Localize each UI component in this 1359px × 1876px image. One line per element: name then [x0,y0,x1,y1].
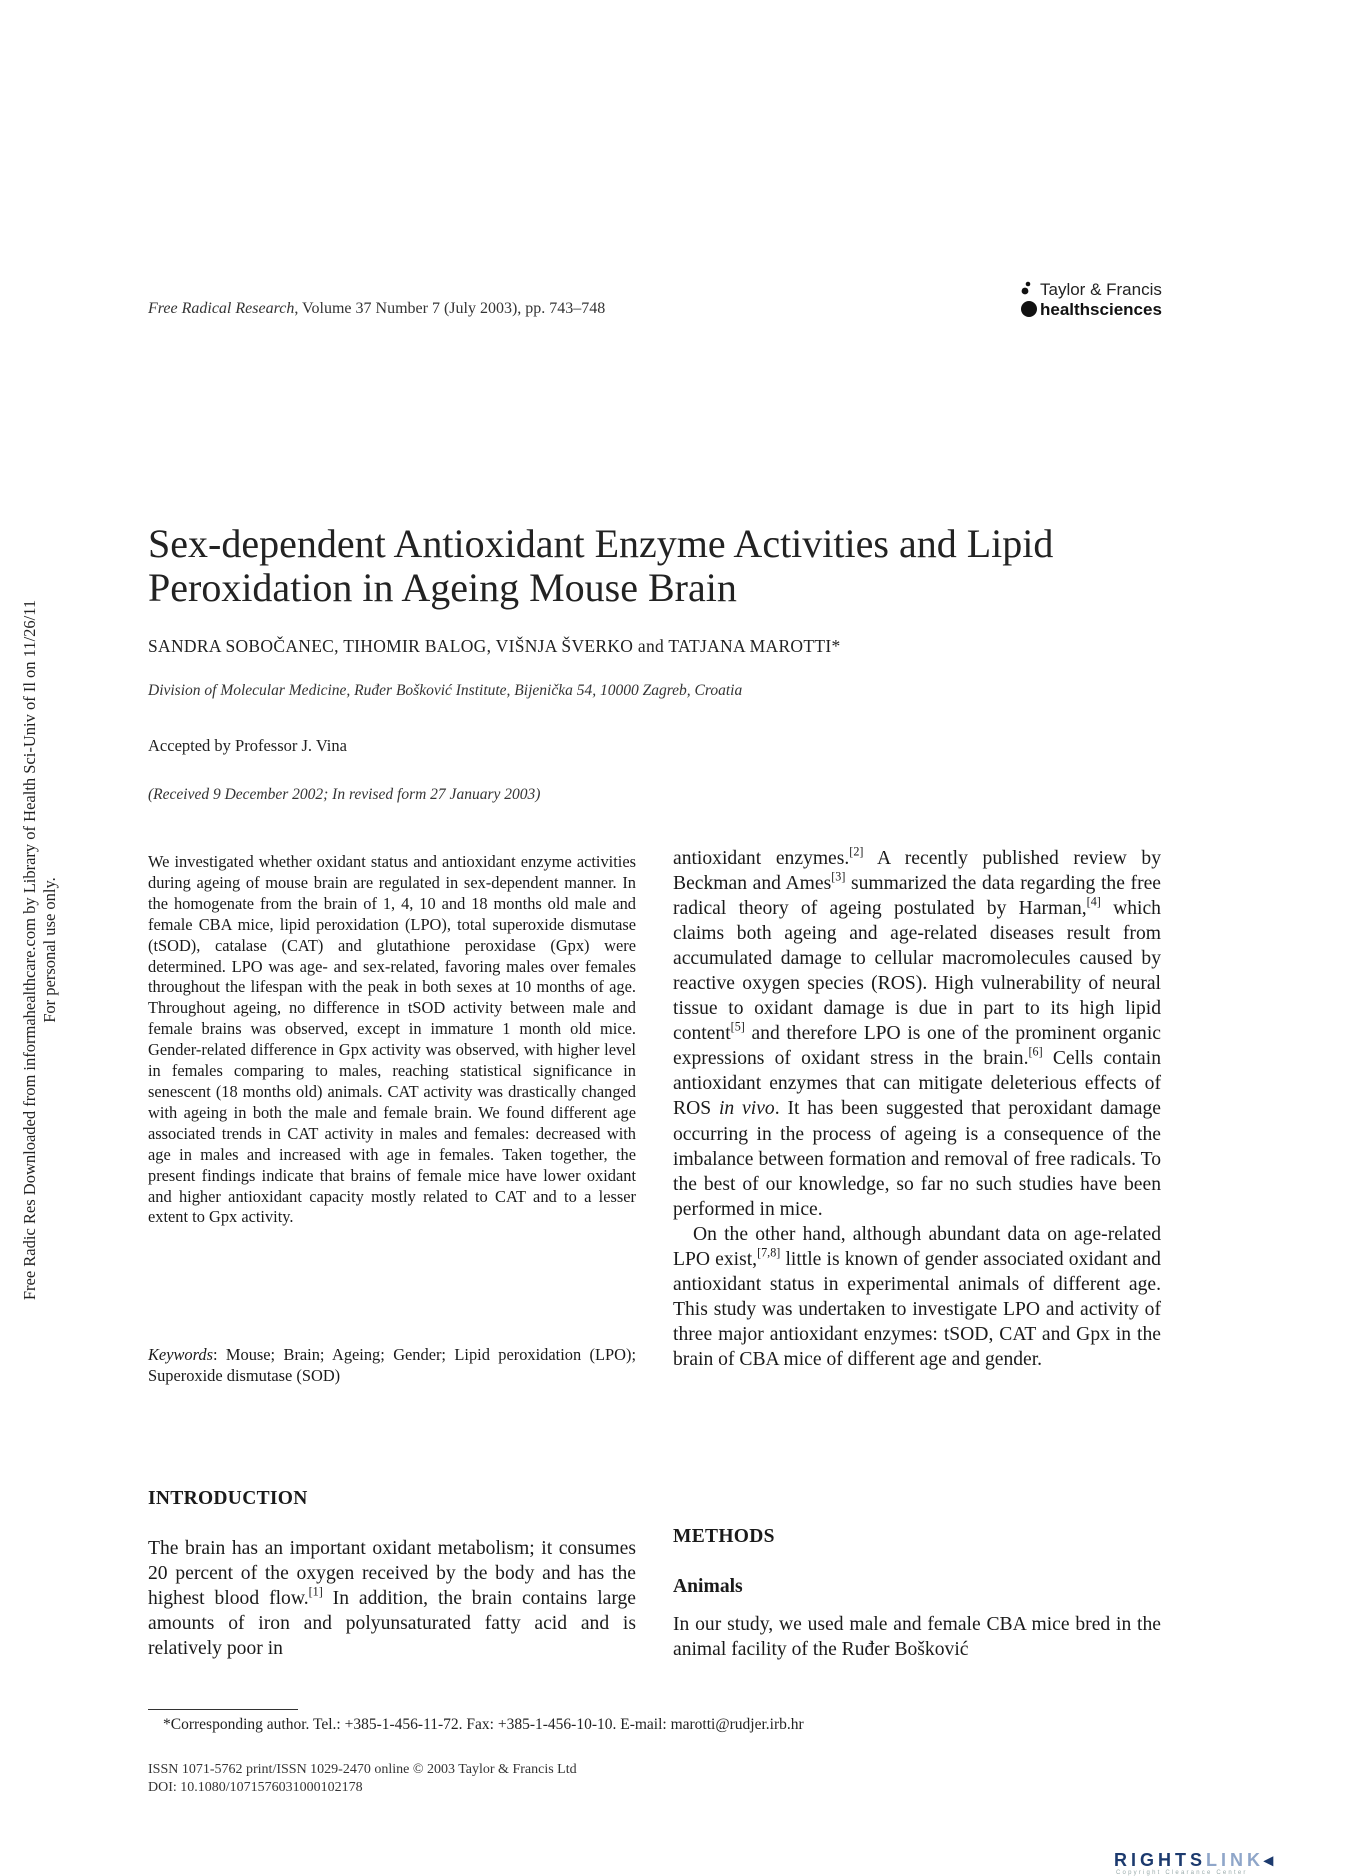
paragraph [673,1222,1161,1372]
keywords [148,1345,636,1386]
keywords-text: : Mouse; Brain; Ageing; Gender; Lipid peroxidation (LPO); Superoxide dismutase (SOD) [148,1345,636,1385]
methods-heading: METHODS [673,1526,775,1547]
text-run: antioxidant enzymes. [673,848,850,869]
download-watermark [0,560,60,1340]
italic-run: in vivo [718,1098,775,1120]
received-dates: (Received 9 December 2002; In revised form 27 January 2003) [148,786,541,803]
download-watermark-text [20,560,60,1340]
animals-paragraph: In our study, we used male and female CBA mice bred in the animal facility of the Ruđer Bošković [673,1614,1161,1660]
text-run: and therefore LPO is one of the prominent organic expressions of oxidant stress in the brain. [673,1023,1161,1070]
publisher-logo [1018,280,1168,322]
author-list: SANDRA SOBOČANEC, TIHOMIR BALOG, VIŠNJA ŠVERKO and TATJANA MAROTTI* [148,636,841,656]
text-run: In addition, the brain contains large amounts of iron and polyunsaturated fatty acid and is relatively poor in [148,1588,636,1659]
citation-ref: [3] [831,869,846,884]
publisher-division: healthsciences [1040,300,1162,319]
article-title: Sex-dependent Antioxidant Enzyme Activities and Lipid Peroxidation in Ageing Mouse Brain [148,521,1054,610]
abstract: We investigated whether oxidant status and antioxidant enzyme activities during ageing of mouse brain are regulated in sex-dependent manner. In the homogenate from the brain of 1, 4, 10 and 18 months old male and female CBA mice, lipid peroxidation (LPO), total superoxide dismutase (tSOD), catalase (CAT) and glutathione peroxidase (Gpx) were determined. LPO was age- and sex-related, favoring males over females throughout the lifespan with the peak in both sexes at 10 months of age. Throughout ageing, no difference in tSOD activity between male and female brains was observed, except in immature 1 month old mice. Gender-related difference in Gpx activity was observed, with higher level in females comparing to males, reaching statistical significance in senescent (18 months old) animals. CAT activity was drastically changed with ageing in both the male and female brain. We found different age associated trends in CAT activity in males and females: decreased with age in males and increased with age in females. Taken together, the present findings indicate that brains of female mice have lower oxidant and higher antioxidant capacity mostly related to CAT and to a lesser extent to Gpx activity. [148,852,636,1227]
citation-ref: [6] [1028,1044,1043,1059]
issn-doi-block [148,1761,577,1797]
text-run: The brain has an important oxidant metabolism; it consumes 20 percent of the oxygen received by the body and has the highest blood flow. [148,1538,636,1609]
watermark-line-2: For personal use only. [40,877,59,1023]
publisher-name: Taylor & Francis [1040,280,1162,299]
affiliation: Division of Molecular Medicine, Ruđer Bošković Institute, Bijenička 54, 10000 Zagreb, Croatia [148,682,743,699]
citation-ref: [7,8] [757,1245,781,1260]
footnote-rule [148,1709,298,1710]
corresponding-author-footnote: *Corresponding author. Tel.: +385-1-456-11-72. Fax: +385-1-456-10-10. E-mail: marotti@rudjer.irb.hr [163,1716,804,1733]
publisher-logo-icon [1018,280,1038,322]
text-run: . It has been suggested that peroxidant damage occurring in the process of ageing is a consequence of the imbalance between formation and removal of free radicals. To the best of our knowledge, so far no such studies have been performed in mice. [673,1098,1161,1220]
citation-ref: [2] [849,844,864,859]
watermark-line-1: Free Radic Res Downloaded from informahealthcare.com by Library of Health Sci-Univ of Il on 11/26/11 [20,599,39,1301]
citation-ref: [1] [308,1584,323,1599]
introduction-heading: INTRODUCTION [148,1488,308,1509]
rightslink-part-a: RIGHTS [1114,1850,1207,1870]
text-run: which claims both ageing and age-related diseases result from accumulated damage to cellular macromolecules caused by reactive oxygen species (ROS). High vulnerability of neural tissue to oxidant damage is due in part to its high lipid content [673,898,1161,1045]
text-run: little is known of gender associated oxidant and antioxidant status in experimental animals of different age. This study was undertaken to investigate LPO and activity of three major antioxidant enzymes: tSOD, CAT and Gpx in the brain of CBA mice of different age and gender. [673,1248,1161,1370]
citation-ref: [5] [730,1019,745,1034]
rightslink-subtitle: Copyright Clearance Center [1116,1870,1248,1876]
rightslink-wordmark [1114,1850,1277,1871]
right-column-text [673,846,1161,1372]
text-run: Cells contain antioxidant enzymes that can mitigate deleterious effects of ROS [673,1048,1161,1120]
introduction-paragraph [148,1536,636,1661]
keywords-label: Keywords [148,1345,213,1364]
paragraph [673,846,1161,1222]
text-run: A recently published review by Beckman and Ames [673,848,1162,895]
journal-citation [148,300,605,318]
doi-line: DOI: 10.1080/1071576031000102178 [148,1780,363,1795]
text-run: On the other hand, although abundant data on age-related LPO exist, [673,1223,1161,1270]
citation-ref: [4] [1086,894,1101,909]
issn-line: ISSN 1071-5762 print/ISSN 1029-2470 online © 2003 Taylor & Francis Ltd [148,1762,577,1777]
text-run: summarized the data regarding the free radical theory of ageing postulated by Harman, [673,873,1161,920]
rightslink-logo [1114,1850,1350,1876]
animals-subheading: Animals [673,1576,743,1597]
journal-details: , Volume 37 Number 7 (July 2003), pp. 743–748 [294,300,606,317]
accepted-by: Accepted by Professor J. Vina [148,736,347,755]
rightslink-arrow-icon: ◂ [1264,1850,1278,1870]
journal-name: Free Radical Research [148,300,295,317]
rightslink-part-b: LINK [1206,1850,1265,1870]
